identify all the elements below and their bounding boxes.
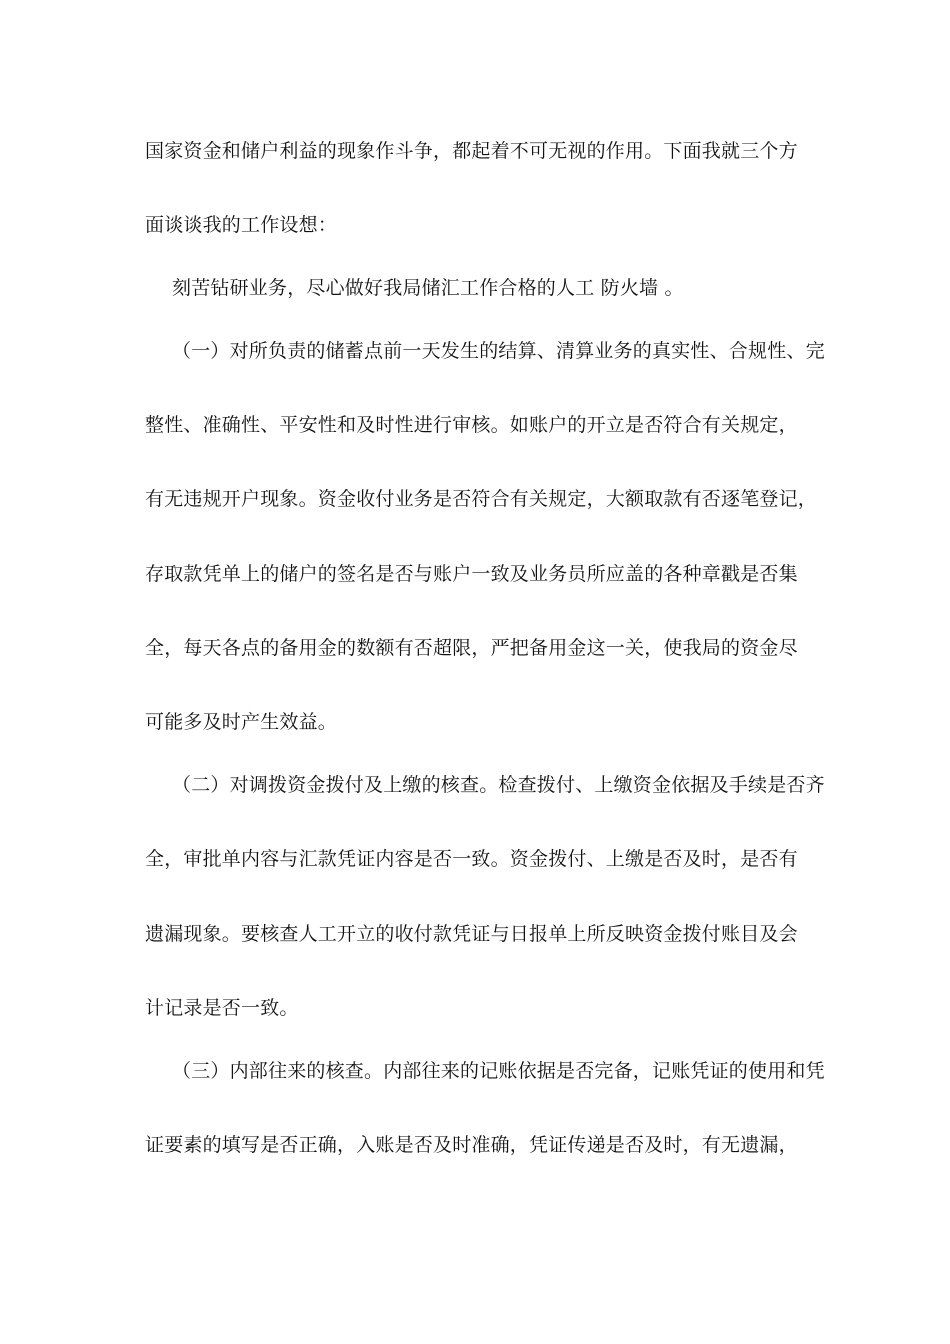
text-line: 整性、准确性、平安性和及时性进行审核。如账户的开立是否符合有关规定， — [145, 414, 798, 436]
text-line: （一）对所负责的储蓄点前一天发生的结算、清算业务的真实性、合规性、完 — [172, 340, 825, 362]
text-line: 国家资金和储户利益的现象作斗争，都起着不可无视的作用。下面我就三个方 — [145, 140, 798, 162]
text-line: 刻苦钻研业务，尽心做好我局储汇工作合格的人工 防火墙 。 — [172, 277, 684, 299]
text-line: 计记录是否一致。 — [145, 997, 299, 1019]
text-line: 面谈谈我的工作设想： — [145, 214, 338, 236]
text-line: （三）内部往来的核查。内部往来的记账依据是否完备，记账凭证的使用和凭 — [172, 1060, 825, 1082]
text-line: 可能多及时产生效益。 — [145, 711, 338, 733]
text-line: 遗漏现象。要核查人工开立的收付款凭证与日报单上所反映资金拨付账目及会 — [145, 923, 798, 945]
text-line: 全，审批单内容与汇款凭证内容是否一致。资金拨付、上缴是否及时，是否有 — [145, 848, 798, 870]
text-line: 全，每天各点的备用金的数额有否超限，严把备用金这一关，使我局的资金尽 — [145, 637, 798, 659]
text-line: 存取款凭单上的储户的签名是否与账户一致及业务员所应盖的各种章戳是否集 — [145, 563, 798, 585]
text-line: 有无违规开户现象。资金收付业务是否符合有关规定，大额取款有否逐笔登记， — [145, 488, 818, 510]
text-line: 证要素的填写是否正确，入账是否及时准确，凭证传递是否及时，有无遗漏， — [145, 1134, 798, 1156]
text-line: （二）对调拨资金拨付及上缴的核查。检查拨付、上缴资金依据及手续是否齐 — [172, 774, 825, 796]
